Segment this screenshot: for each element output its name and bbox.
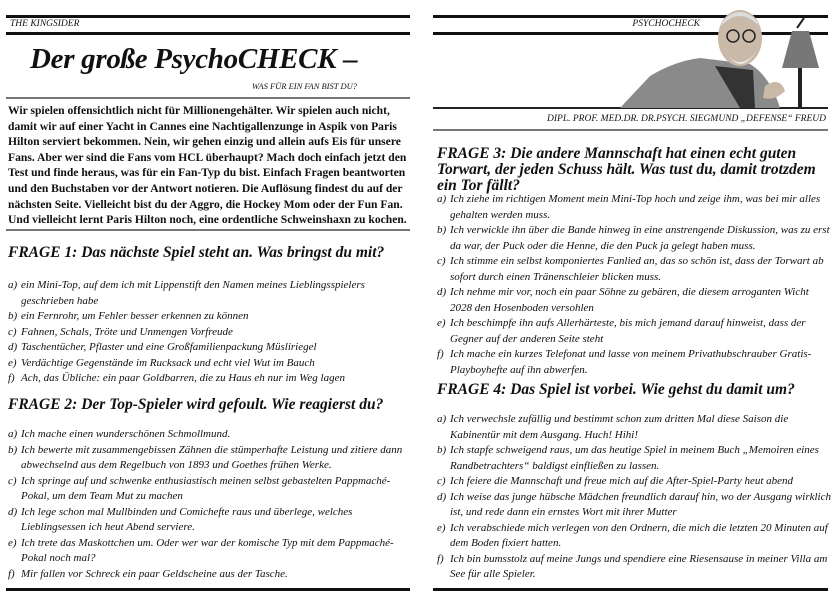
- answer-key: f): [437, 348, 444, 360]
- answer-option: [8, 427, 410, 443]
- page-title: Der große PsychoCHECK –: [30, 43, 358, 75]
- answer-text: Ach, das Übliche: ein paar Goldbarren, die zu Haus eh nur im Weg lagen: [21, 372, 345, 384]
- answer-text: Ich mache einen wunderschönen Schmollmund.: [21, 428, 231, 440]
- answer-text: Ich mache ein kurzes Telefonat und lasse von meinem Privathubschrauber Gratis-Playboyhefte auf ihn abwerfen.: [450, 348, 812, 376]
- answer-option: [8, 474, 410, 505]
- question-2-answers: [8, 427, 410, 582]
- divider: [6, 229, 410, 231]
- answer-option: [437, 285, 832, 316]
- answer-key: f): [8, 567, 15, 580]
- answer-option: [437, 192, 832, 223]
- answer-text: Verdächtige Gegenstände im Rucksack und echt viel Wut im Bauch: [21, 356, 315, 369]
- answer-option: [8, 567, 410, 583]
- answer-text: Ich bin bumsstolz auf meine Jungs und spendiere eine Riesensause in meiner Villa am See für alle Spieler.: [450, 552, 828, 580]
- answer-text: ein Mini-Top, auf dem ich mit Lippenstift den Namen meines Lieblingsspielers geschrieben habe: [21, 279, 365, 307]
- answer-text: Ich bewerte mit zusammengebissen Zähnen die stümperhafte Leistung und zitiere dann abwechselnd aus dem Regelbuch von 1893 und Goethes frühen Werke.: [21, 443, 403, 471]
- answer-option: [8, 278, 410, 309]
- answer-key: b): [437, 224, 447, 236]
- answer-text: Ich nehme mir vor, noch ein paar Söhne zu gebären, die diesem arroganten Wicht 2028 den Hosenboden versohlen: [450, 286, 809, 314]
- divider: [6, 97, 410, 99]
- answer-text: Ich stimme ein selbst komponiertes Fanlied an, das so schön ist, dass der Torwart ab sofort durch einen Tränenschleier blicken muss.: [450, 255, 824, 283]
- page-subtitle: WAS FÜR EIN FAN BIST DU?: [251, 81, 357, 91]
- answer-key: a): [437, 413, 447, 425]
- top-rule: [6, 15, 410, 18]
- answer-option: [8, 309, 410, 325]
- question-2-title: FRAGE 2: Der Top-Spieler wird gefoult. Wie reagierst du?: [8, 396, 384, 413]
- answer-key: c): [8, 474, 17, 487]
- answer-option: [437, 474, 832, 490]
- answer-text: Ich springe auf und schwenke enthusiastisch meinen selbst gebastelten Pappmaché-Pokal, um dem Team Mut zu machen: [21, 474, 391, 502]
- answer-text: Ich stapfe schweigend raus, um das heutige Spiel in meinem Buch „Memoiren eines Randbetrachters“ baldigst einfließen zu lassen.: [450, 444, 819, 472]
- answer-option: [437, 490, 832, 521]
- answer-option: [8, 443, 410, 474]
- intro-text: Wir spielen offensichtlich nicht für Millionengehälter. Wir spielen auch nicht, damit wir auf einer Yacht in Cannes eine Nachtigallenzunge in Aspik von Paris Hilton serviert bekommen. Nein, wir gehen einzig und allein aufs Eis für unsere Fans. Aber wer sind die Fans vom HCL überhaupt? Mach doch einfach jetzt den Test und finde heraus, was für ein Fan-Typ du bist. Einfach Fragen beantworten und den Buchstaben vor der Antwort notieren. Die Auflösung findest du auf der nächsten Seite. Vielleicht bist du der Aggro, die Hockey Mom oder der Fun Fan. Und vielleicht lernt Paris Hilton noch, eine ordentliche Schweinshaxn zu kochen.: [8, 104, 407, 227]
- answer-key: c): [437, 255, 446, 267]
- answer-key: a): [437, 193, 447, 205]
- answer-key: f): [437, 552, 444, 565]
- section-name: PSYCHOCHECK: [632, 19, 700, 29]
- answer-text: Ich verwechsle zufällig und bestimmt schon zum dritten Mal diese Saison die Kabinentür mit dem Ausgang. Huch! Hihi!: [450, 413, 789, 441]
- answer-text: ein Fernrohr, um Fehler besser erkennen zu können: [21, 310, 249, 322]
- magazine-name: THE KINGSIDER: [10, 19, 80, 29]
- header-rule: [6, 32, 410, 35]
- answer-option: [437, 443, 832, 474]
- answer-key: d): [437, 490, 447, 503]
- answer-option: [437, 552, 832, 583]
- answer-key: e): [437, 317, 446, 329]
- answer-option: [8, 536, 410, 567]
- answer-option: [437, 412, 832, 443]
- answer-key: c): [8, 325, 17, 338]
- answer-text: Fahnen, Schals, Tröte und Unmengen Vorfreude: [21, 325, 233, 338]
- answer-text: Ich verabschiede mich verlegen von den Ordnern, die mich die letzten 20 Minuten auf dem Boden fixiert hatten.: [450, 521, 828, 549]
- divider: [433, 129, 828, 131]
- answer-text: Ich lege schon mal Mullbinden und Comichefte raus und überlege, welches Lieblingsessen ich heut Abend serviere.: [21, 505, 353, 533]
- answer-option: [437, 254, 832, 285]
- answer-text: Taschentücher, Pflaster und eine Großfamilienpackung Müsliriegel: [21, 341, 317, 353]
- answer-text: Mir fallen vor Schreck ein paar Geldscheine aus der Tasche.: [21, 567, 288, 580]
- answer-text: Ich weise das junge hübsche Mädchen freundlich darauf hin, wo der Ausgang wirklich ist, und rede dann ein ernstes Wort mit ihrer Mutter: [450, 490, 831, 518]
- answer-option: [437, 316, 832, 347]
- answer-text: Ich beschimpfe ihn aufs Allerhärteste, bis mich jemand darauf hinweist, dass der Gegner auf der anderen Seite steht: [450, 317, 806, 345]
- answer-key: b): [437, 444, 447, 456]
- answer-key: e): [437, 521, 446, 534]
- answer-key: d): [8, 341, 18, 353]
- answer-key: d): [437, 286, 447, 298]
- answer-option: [437, 347, 832, 378]
- question-3-title: FRAGE 3: Die andere Mannschaft hat einen echt guten Torwart, der jeden Schuss hält. Was tust du, damit trotzdem ein Tor fällt?: [437, 145, 816, 194]
- answer-option: [8, 371, 410, 387]
- portrait-caption: DIPL. PROF. MED.DR. DR.PSYCH. SIEGMUND „DEFENSE“ FREUD: [547, 114, 826, 124]
- answer-key: d): [8, 505, 18, 518]
- answer-option: [8, 356, 410, 372]
- answer-text: Ich feiere die Mannschaft und freue mich auf die After-Spiel-Party heut abend: [450, 475, 794, 487]
- answer-option: [437, 521, 832, 552]
- answer-text: Ich verwickle ihn über die Bande hinweg in eine anstrengende Diskussion, was zu erst da war, der Puck oder die Henne, die den Puck ja gelegt haben muss.: [450, 224, 830, 252]
- answer-option: [437, 223, 832, 254]
- answer-key: c): [437, 475, 446, 487]
- answer-key: e): [8, 536, 17, 549]
- answer-key: f): [8, 372, 15, 384]
- question-4-title: FRAGE 4: Das Spiel ist vorbei. Wie gehst du damit um?: [437, 381, 795, 398]
- answer-key: b): [8, 443, 18, 456]
- answer-option: [8, 325, 410, 341]
- question-3-answers: [437, 192, 832, 378]
- answer-option: [8, 505, 410, 536]
- question-1-title: FRAGE 1: Das nächste Spiel steht an. Was bringst du mit?: [8, 244, 385, 261]
- answer-text: Ich trete das Maskottchen um. Oder wer war der komische Typ mit dem Pappmaché-Pokal noch mal?: [21, 536, 394, 564]
- question-4-answers: [437, 412, 832, 583]
- answer-option: [8, 340, 410, 356]
- answer-key: a): [8, 279, 18, 291]
- answer-key: b): [8, 310, 18, 322]
- answer-text: Ich ziehe im richtigen Moment mein Mini-Top hoch und zeige ihm, was bei mir alles gehalten werden muss.: [450, 193, 821, 221]
- answer-key: e): [8, 356, 17, 369]
- question-1-answers: [8, 278, 410, 387]
- answer-key: a): [8, 428, 18, 440]
